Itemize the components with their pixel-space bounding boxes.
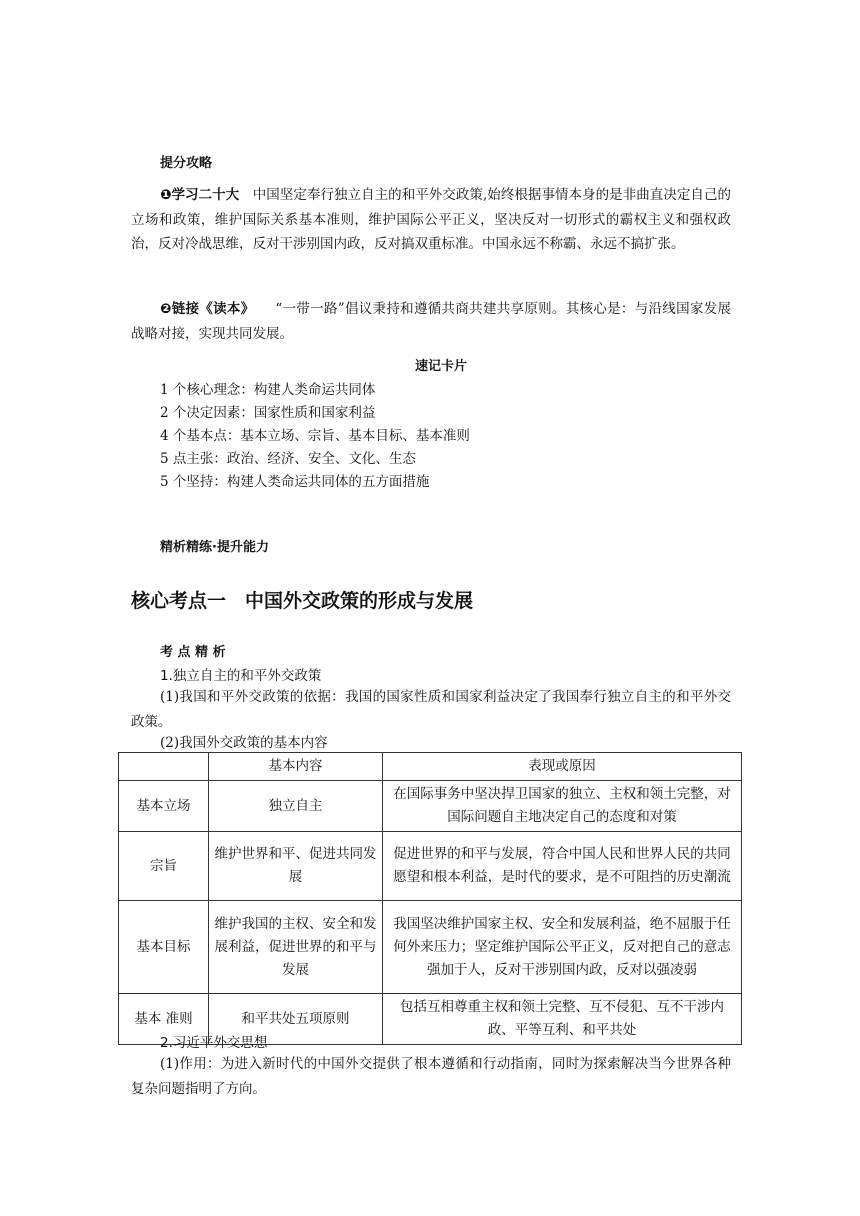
tip-paragraph-1	[131, 183, 731, 257]
item2-title: 2.习近平外交思想	[160, 1035, 268, 1051]
table-cell-reason: 我国坚决维护国家主权、安全和发展利益，绝不屈服于任何外来压力；坚定维护国际公平正义，反对把自己的意志强加于人，反对干涉别国内政，反对以强凌弱	[383, 901, 742, 994]
table-cell-content: 维护世界和平、促进共同发展	[209, 832, 383, 901]
table-header-cell: 基本内容	[209, 753, 383, 781]
section-title-practice: 精析精练·提升能力	[160, 540, 269, 555]
table-header-row	[119, 753, 742, 781]
analysis-label: 考 点 精 析	[160, 645, 226, 660]
card-line: 4 个基本点：基本立场、宗旨、基本目标、基本准则	[160, 428, 470, 444]
tip-lead-2: ❷链接《读本》	[160, 301, 248, 317]
foreign-policy-table	[118, 752, 742, 1045]
table-cell-category: 基本立场	[119, 781, 209, 832]
card-line: 2 个决定因素：国家性质和国家利益	[160, 405, 376, 421]
tip-text-1: 中国坚定奉行独立自主的和平外交政策,始终根据事情本身的是非曲直决定自己的立场和政策，维护国际关系基本准则，维护国际公平正义，坚决反对一切形式的霸权主义和强权政治，反对冷战思维，反对干涉别国内政，反对搞双重标准。中国永远不称霸、永远不搞扩张。	[131, 187, 731, 252]
card-line: 5 点主张：政治、经济、安全、文化、生态	[160, 451, 416, 467]
card-line: 5 个坚持：构建人类命运共同体的五方面措施	[160, 474, 430, 490]
section-title-tips: 提分攻略	[160, 156, 213, 171]
item1-title: 1.独立自主的和平外交政策	[160, 668, 322, 684]
table-cell-content: 维护我国的主权、安全和发展利益，促进世界的和平与发展	[209, 901, 383, 994]
item1-paragraph-2: (2)我国外交政策的基本内容	[160, 735, 328, 751]
item1-paragraph-1: (1)我国和平外交政策的依据：我国的国家性质和国家利益决定了我国奉行独立自主的和平外交政策。	[131, 689, 731, 730]
table-header-cell	[119, 753, 209, 781]
table-cell-reason: 包括互相尊重主权和领土完整、互不侵犯、互不干涉内政、平等互利、和平共处	[383, 994, 742, 1045]
tip-lead-1: ❶学习二十大	[160, 187, 240, 203]
table-cell-category: 基本目标	[119, 901, 209, 994]
table-row	[119, 781, 742, 832]
table-cell-content: 独立自主	[209, 781, 383, 832]
table-row	[119, 832, 742, 901]
core-point-title: 核心考点一 中国外交政策的形成与发展	[131, 590, 474, 612]
table-cell-reason: 促进世界的和平与发展，符合中国人民和世界人民的共同愿望和根本利益，是时代的要求，是不可阻挡的历史潮流	[383, 832, 742, 901]
table-cell-reason: 在国际事务中坚决捍卫国家的独立、主权和领土完整，对国际问题自主地决定自己的态度和对策	[383, 781, 742, 832]
table-row	[119, 901, 742, 994]
table-cell-category: 基本 准则	[119, 994, 209, 1045]
table-cell-category: 宗旨	[119, 832, 209, 901]
table-cell-content: 和平共处五项原则	[209, 994, 383, 1045]
item2-paragraph-1: (1)作用：为进入新时代的中国外交提供了根本遵循和行动指南，同时为探索解决当今世界各种复杂问题指明了方向。	[131, 1056, 731, 1097]
card-title: 速记卡片	[415, 359, 468, 374]
tip-paragraph-2	[131, 297, 731, 346]
table-header-cell: 表现或原因	[383, 753, 742, 781]
tip-text-2: “一带一路”倡议秉持和遵循共商共建共享原则。其核心是：与沿线国家发展战略对接，实现共同发展。	[131, 301, 731, 342]
card-line: 1 个核心理念：构建人类命运共同体	[160, 382, 376, 398]
